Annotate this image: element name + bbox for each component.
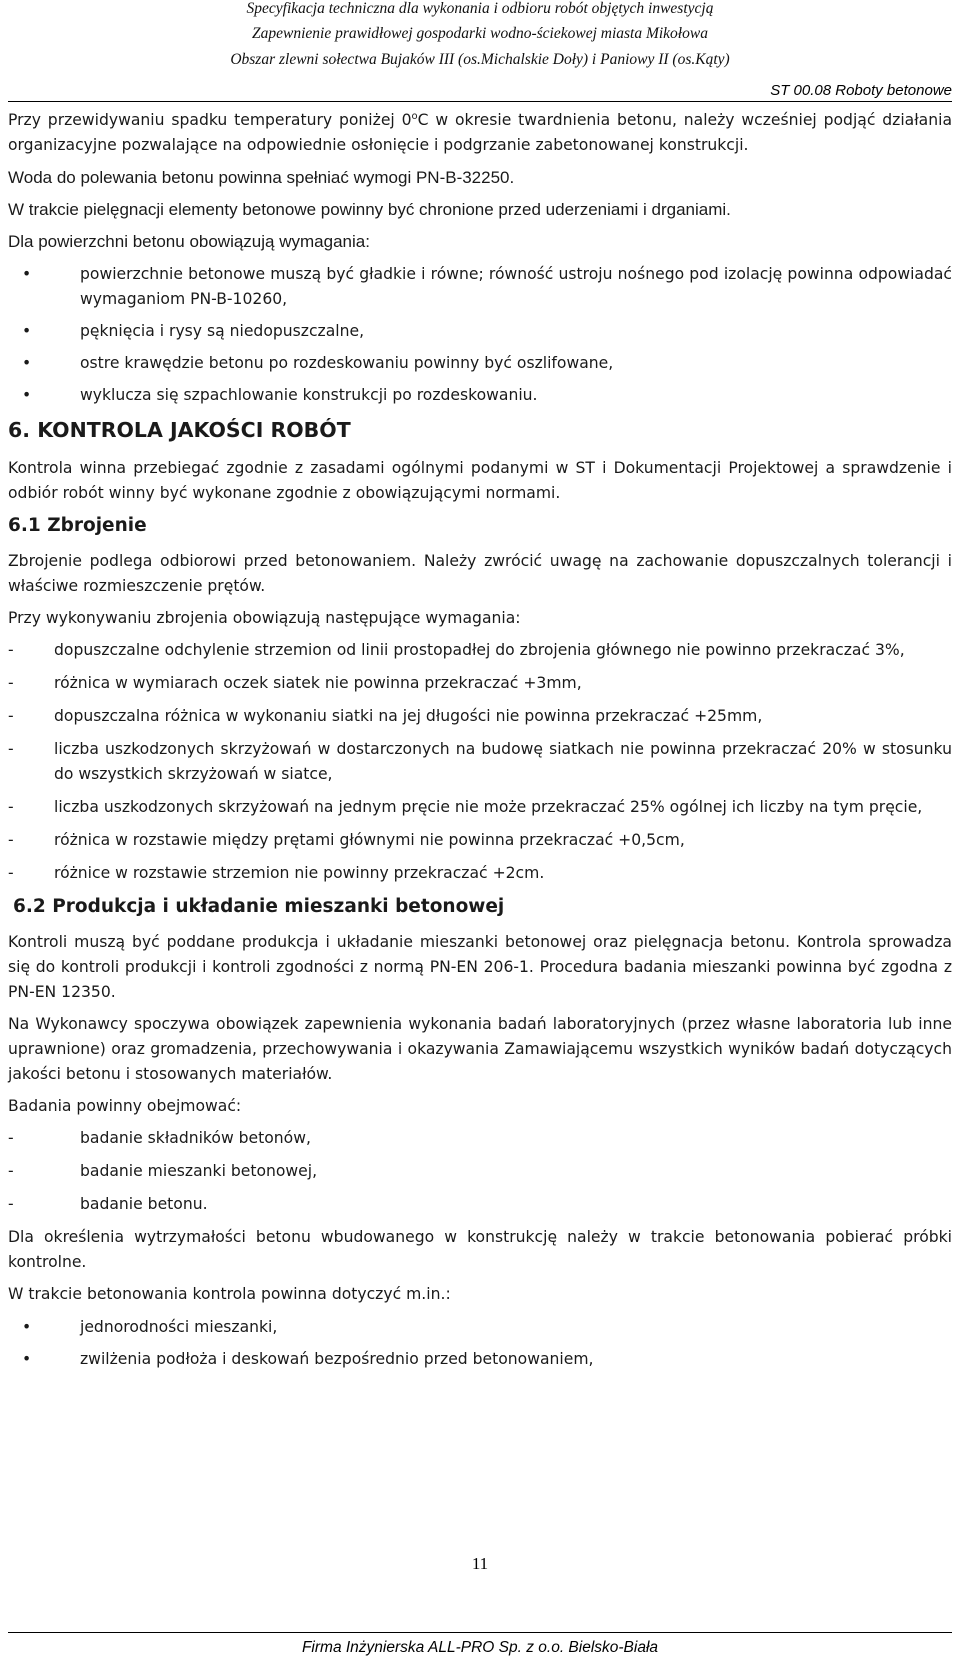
bullet-icon: • <box>22 322 32 341</box>
section-6-heading: 6. KONTROLA JAKOŚCI ROBÓT <box>8 418 351 443</box>
dash-marker: - <box>8 707 14 726</box>
list-item: - różnica w rozstawie między prętami głównymi nie powinna przekraczać +0,5cm, <box>8 828 952 853</box>
list-item: - badanie betonu. <box>8 1192 952 1217</box>
list-item: - dopuszczalne odchylenie strzemion od linii prostopadłej do zbrojenia głównego nie powinno przekraczać 3%, <box>8 638 952 663</box>
footer-company: Firma Inżynierska ALL-PRO Sp. z o.o. Bielsko-Biała <box>301 1639 659 1656</box>
section-6-2-heading: 6.2 Produkcja i układanie mieszanki betonowej <box>13 896 505 918</box>
dash-marker: - <box>8 740 14 759</box>
bullet-icon: • <box>22 354 32 373</box>
spec-code: ST 00.08 Roboty betonowe <box>770 82 952 99</box>
section-6-2-paragraph-3: Badania powinny obejmować: <box>8 1097 242 1116</box>
dash-marker: - <box>8 831 14 850</box>
intro-paragraph-protection: W trakcie pielęgnacji elementy betonowe powinny być chronione przed uderzeniami i drganiami. <box>8 200 731 220</box>
intro-paragraph-water: Woda do polewania betonu powinna spełniać wymogi PN-B-32250. <box>8 168 515 188</box>
list-item: • powierzchnie betonowe muszą być gładkie i równe; równość ustroju nośnego pod izolację powinna odpowiadać wymaganiom PN-B-10260, <box>8 262 952 312</box>
bullet-icon: • <box>22 1318 32 1337</box>
section-6-paragraph: Kontrola winna przebiegać zgodnie z zasadami ogólnymi podanymi w ST i Dokumentacji Projektowej a sprawdzenie i odbiór robót winny być wykonane zgodnie z obowiązującymi normami. <box>8 459 952 503</box>
intro-paragraph-temperature: Przy przewidywaniu spadku temperatury poniżej 0$^o$C w okresie twardnienia betonu, należy wcześniej podjąć działania organizacyjne pozwalające na odpowiednie osłonięcie i podgrzanie zabetonowanej konstrukcji. <box>8 111 952 155</box>
intro-paragraph-requirements: Dla powierzchni betonu obowiązują wymagania: <box>8 232 370 252</box>
list-item: - liczba uszkodzonych skrzyżowań na jednym pręcie nie może przekraczać 25% ogólnej ich liczby na tym pręcie, <box>8 795 952 820</box>
list-item: • wyklucza się szpachlowanie konstrukcji po rozdeskowaniu. <box>8 383 952 408</box>
header-line-2: Zapewnienie prawidłowej gospodarki wodno-ściekowej miasta Mikołowa <box>252 25 708 42</box>
header-line-3: Obszar zlewni sołectwa Bujaków III (os.Michalskie Doły) i Paniowy II (os.Kąty) <box>230 51 730 68</box>
list-item: - liczba uszkodzonych skrzyżowań w dostarczonych na budowę siatkach nie powinna przekraczać 20% w stosunku do wszystkich skrzyżowań w siatce, <box>8 737 952 787</box>
header-line-1: Specyfikacja techniczna dla wykonania i odbioru robót objętych inwestycją <box>246 0 714 17</box>
tests-list <box>8 1126 952 1217</box>
dash-marker: - <box>8 641 14 660</box>
section-6-2-paragraph-2: Na Wykonawcy spoczywa obowiązek zapewnienia wykonania badań laboratoryjnych (przez własne laboratoria lub inne uprawnione) oraz gromadzenia, przechowywania i okazywania Zamawiającemu wszystkich wyników badań dotyczących jakości betonu i stosowanych materiałów. <box>8 1015 952 1084</box>
footer-rule <box>8 1632 952 1633</box>
list-item: - dopuszczalna różnica w wykonaniu siatki na jej długości nie powinna przekraczać +25mm, <box>8 704 952 729</box>
concreting-control-list <box>8 1315 952 1372</box>
section-6-1-paragraph-2: Przy wykonywaniu zbrojenia obowiązują następujące wymagania: <box>8 609 521 628</box>
dash-marker: - <box>8 864 14 883</box>
list-item: • zwilżenia podłoża i deskowań bezpośrednio przed betonowaniem, <box>8 1347 952 1372</box>
surface-requirements-list <box>8 262 952 408</box>
dash-marker: - <box>8 674 14 693</box>
section-6-1-paragraph-1: Zbrojenie podlega odbiorowi przed betonowaniem. Należy zwrócić uwagę na zachowanie dopuszczalnych tolerancji i właściwe rozmieszczenie prętów. <box>8 552 952 596</box>
list-item: - różnica w wymiarach oczek siatek nie powinna przekraczać +3mm, <box>8 671 952 696</box>
section-6-2-paragraph-5: W trakcie betonowania kontrola powinna dotyczyć m.in.: <box>8 1285 451 1304</box>
document-body <box>8 104 952 1380</box>
list-item: - badanie mieszanki betonowej, <box>8 1159 952 1184</box>
section-6-2-paragraph-1: Kontroli muszą być poddane produkcja i układanie mieszanki betonowej oraz pielęgnacja betonu. Kontrola sprowadza się do kontroli produkcji i kontroli zgodności z normą PN-EN 206-1. Procedura badania mieszanki powinna być zgodna z PN-EN 12350. <box>8 933 952 1002</box>
bullet-icon: • <box>22 386 32 405</box>
degree-superscript: o <box>411 111 418 122</box>
list-item: • ostre krawędzie betonu po rozdeskowaniu powinny być oszlifowane, <box>8 351 952 376</box>
dash-marker: - <box>8 1195 14 1214</box>
list-item: • jednorodności mieszanki, <box>8 1315 952 1340</box>
dash-marker: - <box>8 1129 14 1148</box>
section-6-1-heading: 6.1 Zbrojenie <box>8 515 147 537</box>
dash-marker: - <box>8 798 14 817</box>
list-item: - różnice w rozstawie strzemion nie powinny przekraczać +2cm. <box>8 861 952 886</box>
reinforcement-requirements-list <box>8 638 952 886</box>
list-item: - badanie składników betonów, <box>8 1126 952 1151</box>
page-number: 11 <box>471 1554 489 1573</box>
list-item: • pęknięcia i rysy są niedopuszczalne, <box>8 319 952 344</box>
header-rule <box>8 101 952 102</box>
dash-marker: - <box>8 1162 14 1181</box>
bullet-icon: • <box>22 1350 32 1369</box>
bullet-icon: • <box>22 265 32 284</box>
section-6-2-paragraph-4: Dla określenia wytrzymałości betonu wbudowanego w konstrukcję należy w trakcie betonowania pobierać próbki kontrolne. <box>8 1228 952 1272</box>
